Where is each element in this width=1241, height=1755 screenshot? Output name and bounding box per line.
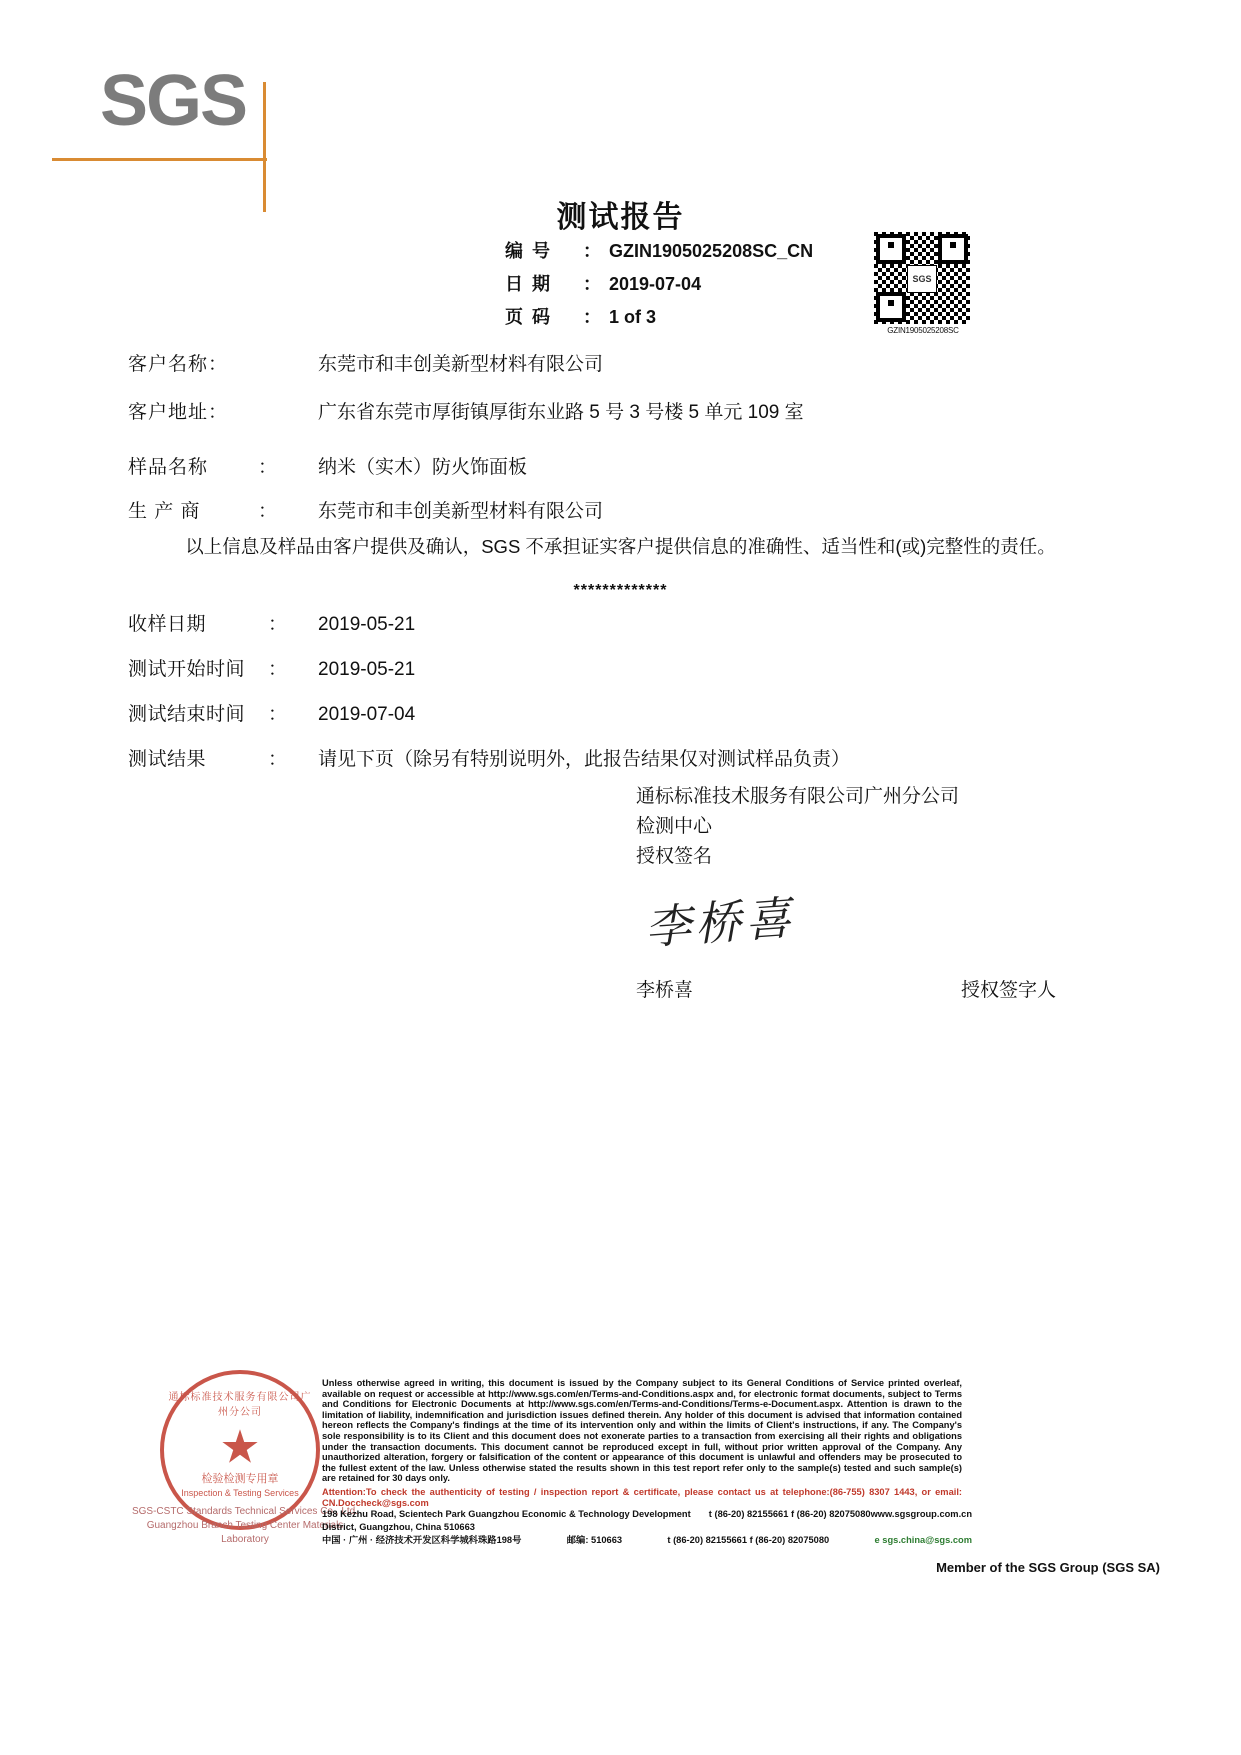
star-icon: ★ (219, 1420, 261, 1473)
qr-caption: GZIN1905025208SC (887, 326, 959, 335)
date-value-result: 请见下页（除另有特别说明外，此报告结果仅对测试样品负责） (318, 749, 851, 770)
sgs-logo (100, 62, 280, 140)
footer-address-cn-line (322, 1534, 972, 1547)
meta-colon-number: ： (583, 241, 601, 261)
separator-stars: ************* (573, 582, 668, 599)
qr-code-block (874, 232, 972, 335)
date-value-received: 2019-05-21 (318, 614, 416, 635)
client-disclaimer: 以上信息及样品由客户提供及确认，SGS 不承担证实客户提供信息的准确性、适当性和(或)完整性的责任。 (185, 536, 1056, 557)
date-colon-end: ： (268, 704, 288, 725)
meta-value-page: 1 of 3 (609, 307, 657, 327)
meta-label-page: 页 码 (505, 307, 553, 327)
footer-address-cn-zip: 邮编: 510663 (566, 1535, 623, 1545)
date-colon-received: ： (268, 614, 288, 635)
client-row-name (128, 352, 1108, 378)
qr-finder-top-left (876, 234, 906, 264)
sample-label-name: 样品名称 (128, 457, 209, 478)
sample-colon-manufacturer: ： (258, 501, 278, 522)
footer-address-en: 198 Kezhu Road, Scientech Park Guangzhou Economic & Technology Development District, Guangzhou, China 510663 (322, 1509, 691, 1532)
signature-label: 授权签名 (636, 846, 713, 867)
footer-address-en-line (322, 1508, 972, 1534)
test-dates (128, 612, 1128, 792)
date-row-end (128, 702, 1128, 728)
signature-names (636, 975, 1056, 1002)
date-label-end: 测试结束时间 (128, 704, 246, 725)
sample-label-manufacturer: 生 产 商 (128, 501, 201, 522)
client-row-address (128, 400, 1108, 426)
footer-address-en-web: www.sgsgroup.com.cn (870, 1509, 972, 1519)
client-label-name: 客户名称： (128, 354, 229, 375)
footer-address-block (322, 1508, 972, 1547)
report-meta (505, 240, 813, 339)
qr-center-label: SGS (907, 265, 937, 293)
meta-label-date: 日 期 (505, 274, 553, 294)
signer-title: 授权签字人 (960, 980, 1056, 1001)
footer-member-text: Member of the SGS Group (SGS SA) (936, 1560, 1160, 1575)
date-label-result: 测试结果 (128, 749, 207, 770)
meta-colon-page: ： (583, 307, 601, 327)
stamp-caption-line2: Guangzhou Branch Testing Center Materials Laboratory (146, 1520, 344, 1545)
signature-block (636, 782, 959, 872)
date-colon-start: ： (268, 659, 288, 680)
client-value-address: 广东省东莞市厚街镇厚街东业路 5 号 3 号楼 5 单元 109 室 (318, 402, 804, 423)
footer-address-cn: 中国 · 广州 · 经济技术开发区科学城科珠路198号 (322, 1535, 522, 1545)
sample-value-name: 纳米（实木）防火饰面板 (318, 457, 528, 478)
date-label-start: 测试开始时间 (128, 659, 246, 680)
meta-label-number: 编 号 (505, 241, 553, 261)
qr-finder-top-right (938, 234, 968, 264)
meta-colon-date: ： (583, 274, 601, 294)
footer-address-en-contact: t (86-20) 82155661 f (86-20) 82075080 (708, 1509, 871, 1519)
meta-row-page (505, 306, 813, 328)
stamp-top-text: 通标标准技术服务有限公司广州分公司 (168, 1392, 312, 1418)
date-row-received (128, 612, 1128, 638)
stamp-mid-text: 检验检测专用章 (201, 1473, 279, 1485)
stamp-caption-line1: SGS-CSTC Standards Technical Services Co., Ltd. (131, 1506, 359, 1517)
footer-address-cn-contact: t (86-20) 82155661 f (86-20) 82075080 (667, 1535, 830, 1545)
meta-row-number (505, 240, 813, 262)
sample-row-name (128, 455, 1108, 481)
meta-value-number: GZIN1905025208SC_CN (609, 241, 814, 261)
logo-horizontal-rule (52, 158, 267, 161)
sample-row-manufacturer (128, 499, 1108, 525)
handwritten-signature: 李桥喜 (643, 892, 797, 954)
client-label-address: 客户地址： (128, 402, 229, 423)
sgs-logo-text: SGS (100, 61, 247, 141)
footer-address-cn-web: e sgs.china@sgs.com (874, 1535, 972, 1545)
date-value-start: 2019-05-21 (318, 659, 416, 680)
date-row-start (128, 657, 1128, 683)
qr-code-icon (874, 232, 970, 324)
stamp-bottom-text: Inspection & Testing Services (181, 1488, 299, 1498)
legal-body: Unless otherwise agreed in writing, this document is issued by the Company subject to its General Conditions of Service printed overleaf, available on request or accessible at http://www.sgs.com/en/Terms-and-Conditions.aspx and, for electronic format documents, subject to Terms and Conditions for Electronic Documents at http://www.sgs.com/en/Terms-and-Conditions/Terms-e-Document.aspx. Attention is drawn to the limitation of liability, indemnification and jurisdiction issues defined therein. Any holder of this document is advised that information contained hereon reflects the Company's findings at the time of its intervention only and within the limits of Client's instructions, if any. The Company's sole responsibility is to its Client and this document does not exonerate parties to a transaction from exercising all their rights and obligations under the transaction documents. This document cannot be reproduced except in full, without prior written approval of the Company. Any unauthorized alteration, forgery or falsification of the content or appearance of this document is unlawful and offenders may be prosecuted to the fullest extent of the law. Unless otherwise stated the results shown in this test report refer only to the sample(s) tested and such sample(s) are retained for 30 days only. (322, 1378, 962, 1484)
date-value-end: 2019-07-04 (318, 704, 416, 725)
signature-department: 检测中心 (636, 816, 713, 837)
client-info (128, 352, 1108, 448)
signature-company: 通标标准技术服务有限公司广州分公司 (636, 786, 960, 807)
sample-info (128, 455, 1108, 543)
client-value-name: 东莞市和丰创美新型材料有限公司 (318, 354, 604, 375)
sample-value-manufacturer: 东莞市和丰创美新型材料有限公司 (318, 501, 604, 522)
date-row-result (128, 747, 1128, 773)
meta-value-date: 2019-07-04 (609, 274, 702, 294)
legal-attention: Attention:To check the authenticity of testing / inspection report & certificate, please contact us at telephone:(86-755) 8307 1443, or email: CN.Doccheck@sgs.com (322, 1486, 962, 1508)
date-label-received: 收样日期 (128, 614, 207, 635)
date-colon-result: ： (268, 749, 288, 770)
qr-finder-bottom-left (876, 292, 906, 322)
page-title: 测试报告 (556, 201, 685, 234)
signer-name: 李桥喜 (636, 980, 694, 1001)
meta-row-date (505, 273, 813, 295)
footer-legal-text (322, 1378, 962, 1508)
sample-colon-name: ： (258, 457, 278, 478)
